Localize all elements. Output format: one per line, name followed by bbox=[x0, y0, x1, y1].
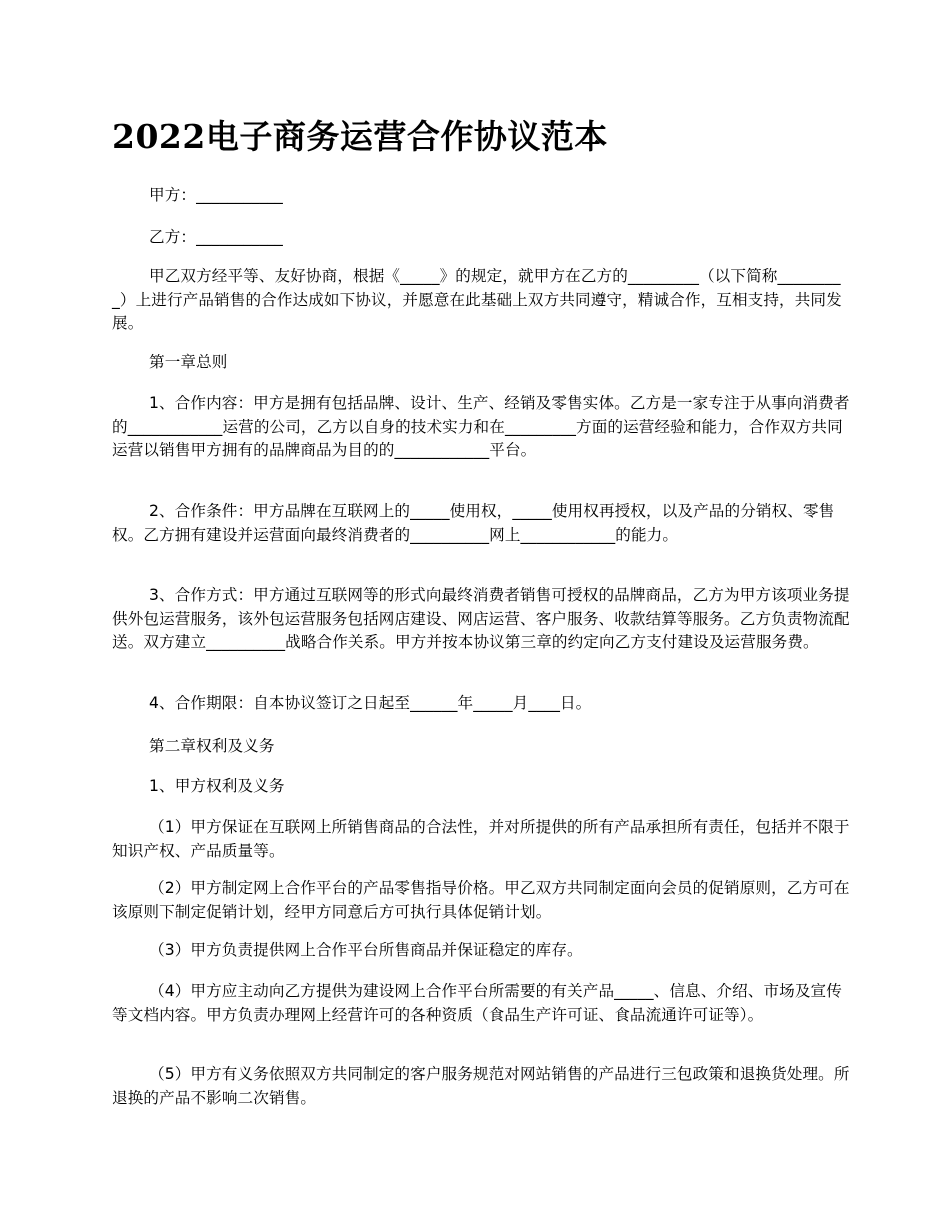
clause-cooperation-method: 3、合作方式：甲方通过互联网等的形式向最终消费者销售可授权的品牌商品，乙方为甲方该项业务提供外包运营服务，该外包运营服务包括网店建设、网店运营、客户服务、收款结算等服务。乙方负责物流配送。双方建立__________战略合作关系。甲方并按本协议第三章的约定向乙方支付建设及运营服务费。 bbox=[112, 586, 850, 651]
clause-cooperation-content: 1、合作内容：甲方是拥有包括品牌、设计、生产、经销及零售实体。乙方是一家专注于从事向消费者的____________运营的公司，乙方以自身的技术实力和在_________方面的运营经验和能力，合作双方共同运营以销售甲方拥有的品牌商品为目的的____________平台。 bbox=[112, 394, 850, 459]
party-a-item-4: （4）甲方应主动向乙方提供为建设网上合作平台所需要的有关产品_____、信息、介绍、市场及宣传等文档内容。甲方负责办理网上经营许可的各种资质（食品生产许可证、食品流通许可证等）。 bbox=[112, 982, 842, 1024]
party-a-item-5: （5）甲方有义务依照双方共同制定的客户服务规范对网站销售的产品进行三包政策和退换货处理。所退换的产品不影响二次销售。 bbox=[112, 1065, 850, 1107]
clause-cooperation-conditions: 2、合作条件：甲方品牌在互联网上的_____使用权，_____使用权再授权，以及产品的分销权、零售权。乙方拥有建设并运营面向最终消费者的__________网上____________的能力。 bbox=[112, 502, 835, 544]
chapter-2-heading: 第二章权利及义务 bbox=[149, 737, 275, 755]
party-a-line: 甲方：___________ bbox=[149, 186, 283, 204]
party-a-item-2: （2）甲方制定网上合作平台的产品零售指导价格。甲乙双方共同制定面向会员的促销原则，乙方可在该原则下制定促销计划，经甲方同意后方可执行具体促销计划。 bbox=[112, 879, 850, 921]
clause-cooperation-term: 4、合作期限：自本协议签订之日起至______年_____月____日。 bbox=[149, 694, 592, 712]
section-party-a-rights: 1、甲方权利及义务 bbox=[149, 777, 285, 795]
preamble-paragraph: 甲乙双方经平等、友好协商，根据《_____》的规定，就甲方在乙方的_________（以下简称_________）上进行产品销售的合作达成如下协议，并愿意在此基础上双方共同遵守，精诚合作，互相支持，共同发展。 bbox=[112, 267, 842, 332]
party-b-line: 乙方：___________ bbox=[149, 228, 283, 246]
document-title: 2022电子商务运营合作协议范本 bbox=[112, 117, 608, 156]
party-a-item-3: （3）甲方负责提供网上合作平台所售商品并保证稳定的库存。 bbox=[149, 941, 583, 959]
chapter-1-heading: 第一章总则 bbox=[149, 353, 228, 371]
party-a-item-1: （1）甲方保证在互联网上所销售商品的合法性，并对所提供的所有产品承担所有责任，包括并不限于知识产权、产品质量等。 bbox=[112, 818, 850, 860]
